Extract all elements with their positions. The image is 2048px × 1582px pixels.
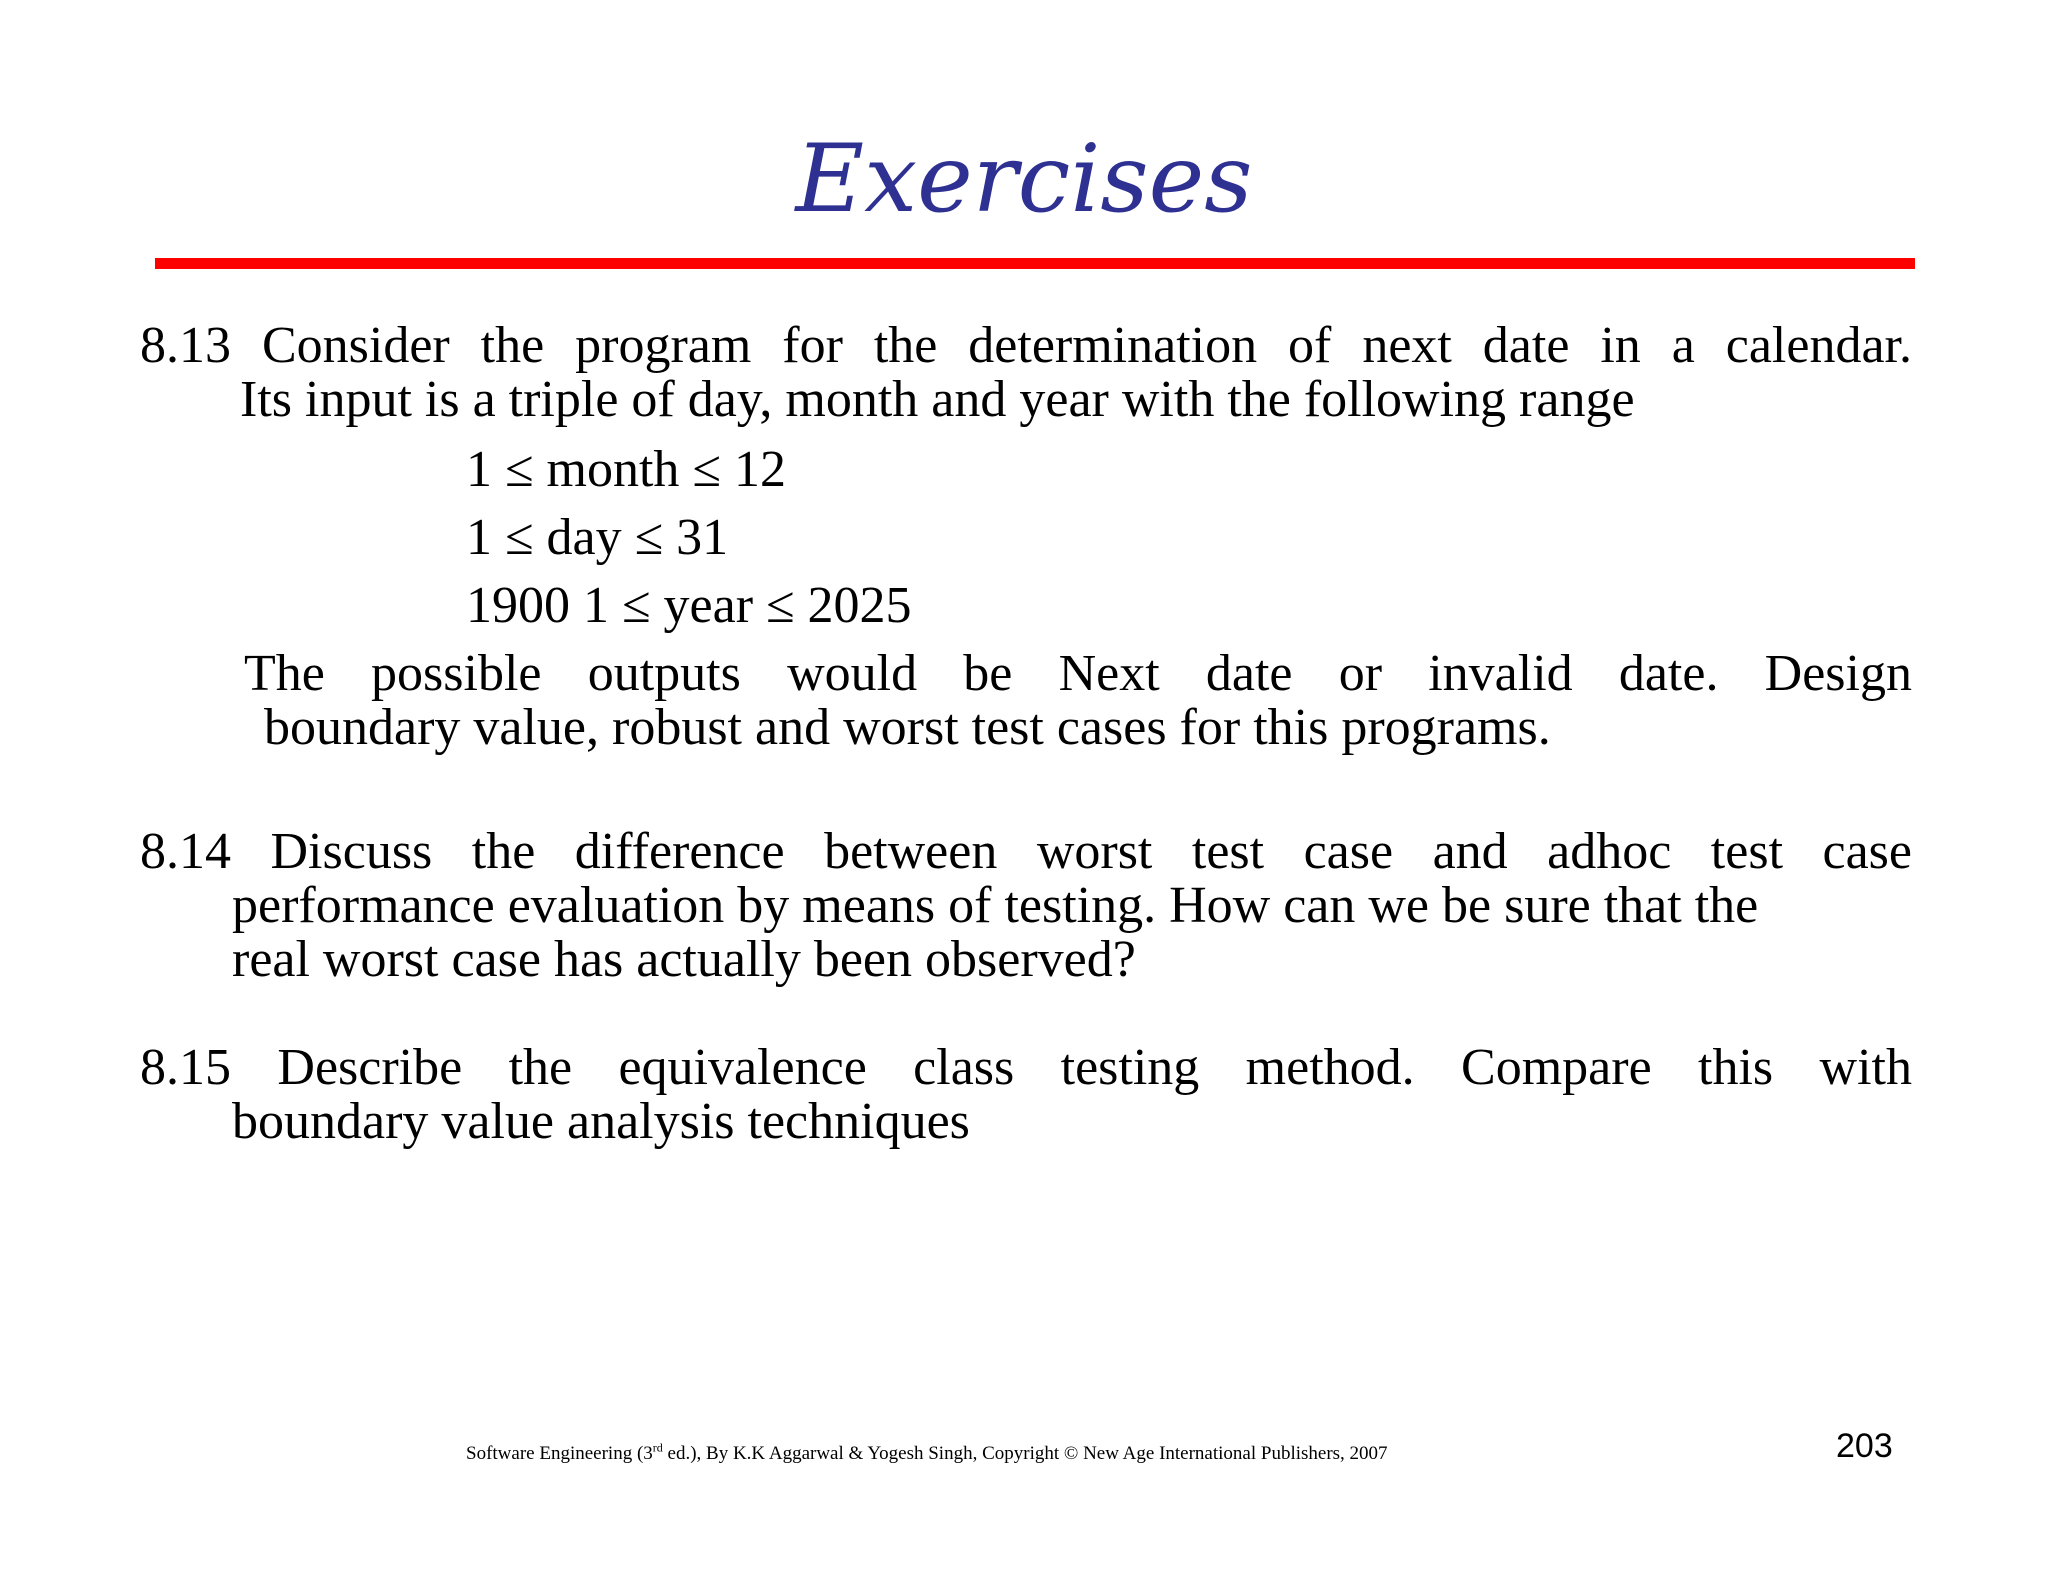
footer-superscript: rd bbox=[652, 1440, 663, 1455]
exercise-line: boundary value, robust and worst test cases for this programs. bbox=[264, 699, 1551, 756]
exercise-line: 8.15 Describe the equivalence class testing method. Compare this with bbox=[140, 1039, 1912, 1096]
exercise-line: The possible outputs would be Next date or invalid date. Design bbox=[244, 645, 1912, 702]
exercise-line: performance evaluation by means of testing. How can we be sure that the bbox=[232, 877, 1759, 934]
footer-citation bbox=[466, 1440, 1388, 1468]
title-divider bbox=[155, 258, 1915, 269]
range-day: 1 ≤ day ≤ 31 bbox=[466, 509, 729, 566]
slide-title: Exercises bbox=[795, 125, 1253, 234]
footer-suffix: ed.), By K.K Aggarwal & Yogesh Singh, Copyright © New Age International Publishers, 2007 bbox=[662, 1443, 1388, 1464]
exercise-line: Its input is a triple of day, month and year with the following range bbox=[240, 371, 1635, 428]
exercise-line: 8.13 Consider the program for the determination of next date in a calendar. bbox=[140, 317, 1912, 374]
exercise-line: real worst case has actually been observed? bbox=[232, 931, 1136, 988]
page-number: 203 bbox=[1836, 1427, 1893, 1465]
exercise-line: 8.14 Discuss the difference between worst test case and adhoc test case bbox=[140, 823, 1912, 880]
range-year: 1900 1 ≤ year ≤ 2025 bbox=[466, 577, 912, 634]
exercise-line: boundary value analysis techniques bbox=[232, 1093, 970, 1150]
footer-prefix: Software Engineering (3 bbox=[466, 1443, 653, 1464]
range-month: 1 ≤ month ≤ 12 bbox=[466, 441, 786, 498]
